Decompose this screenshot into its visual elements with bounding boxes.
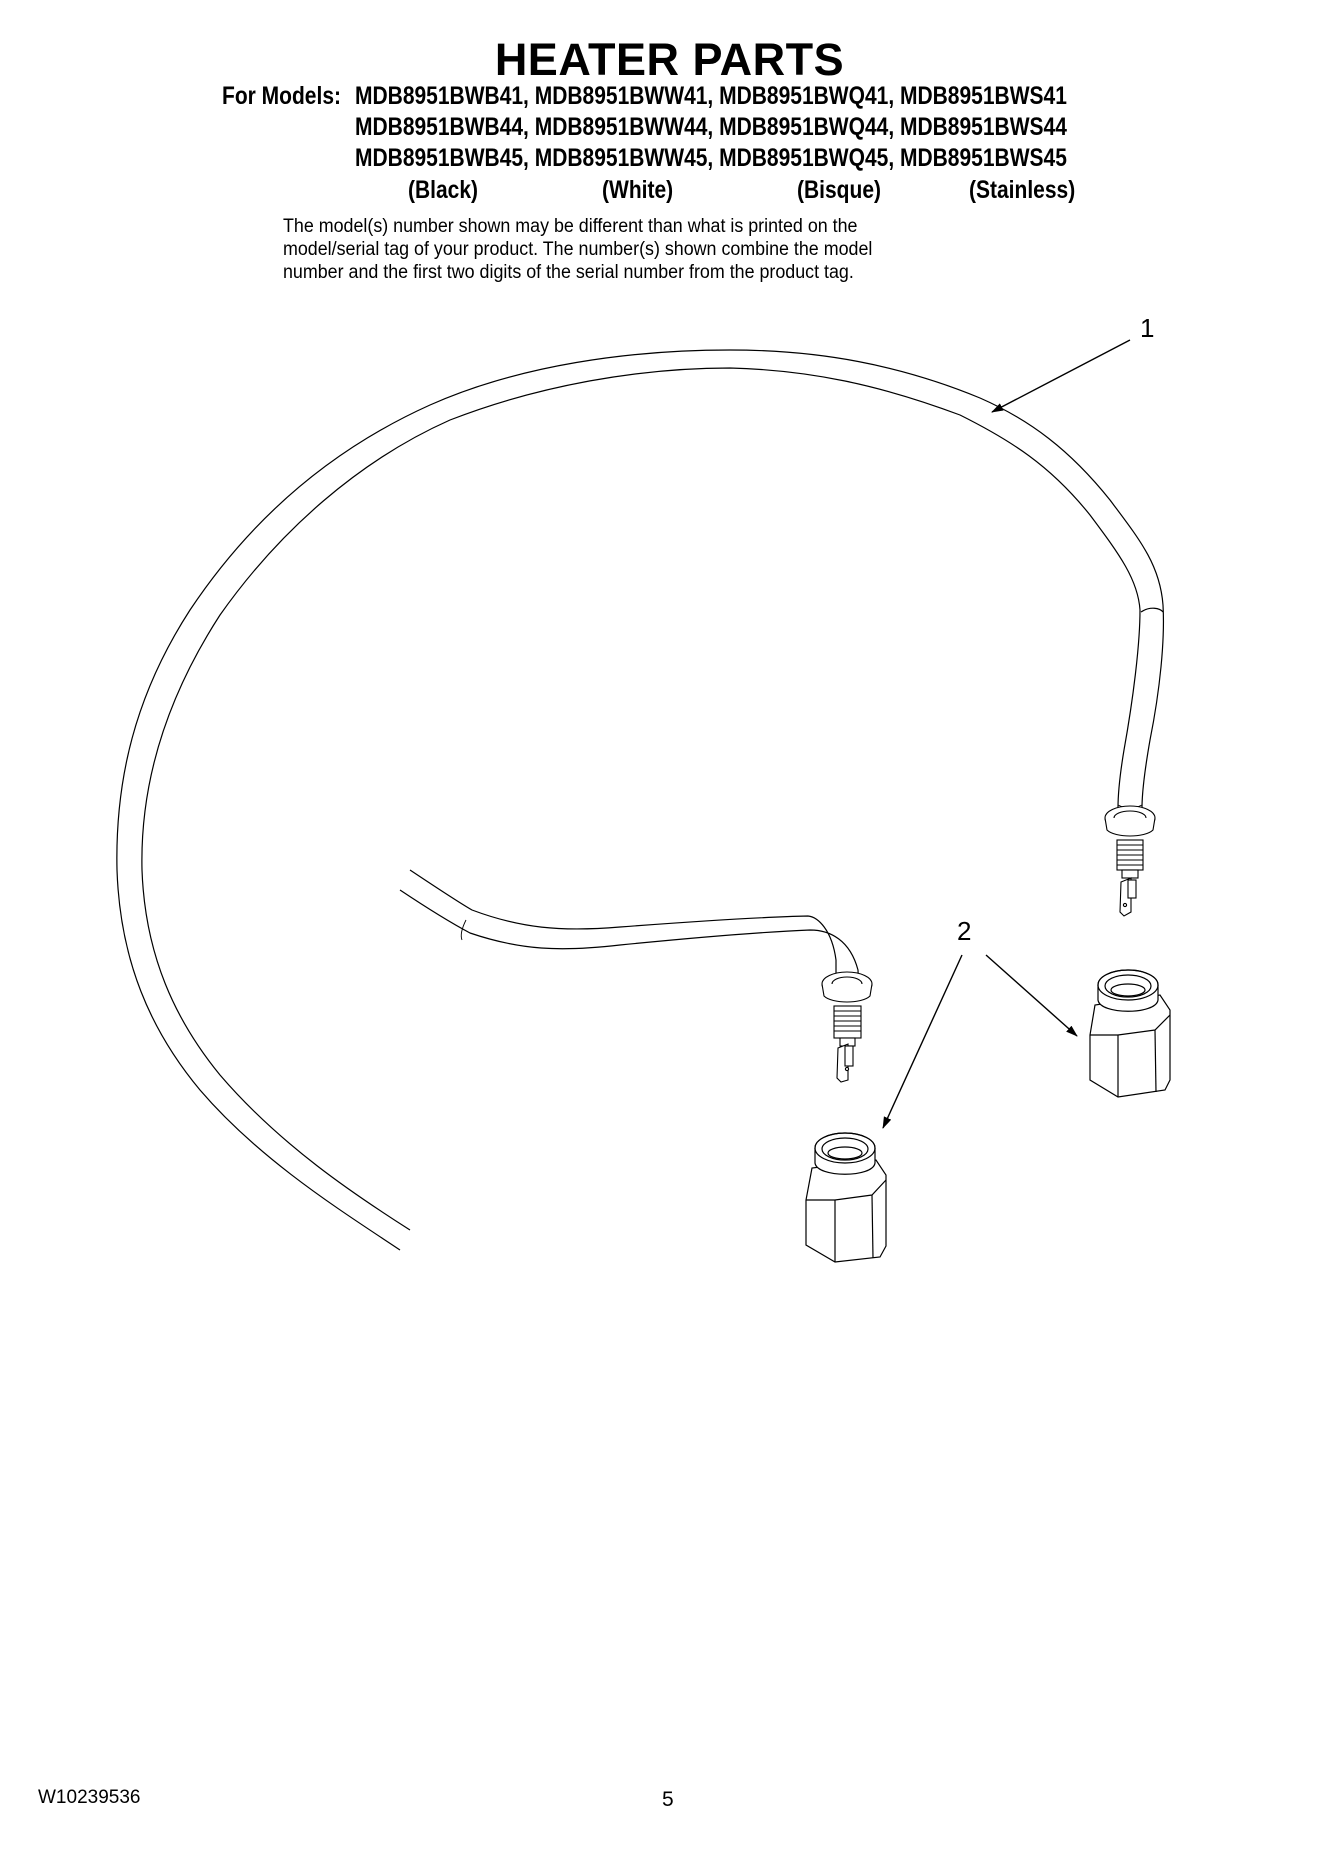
page-title: HEATER PARTS <box>494 34 845 85</box>
document-code: W10239536 <box>38 1787 141 1808</box>
nut-left <box>806 1133 886 1262</box>
model-row-1: MDB8951BWB41, MDB8951BWW41, MDB8951BWQ41, MDB8951BWS41 <box>355 82 1067 110</box>
color-label-stainless: (Stainless) <box>969 176 1076 204</box>
callout-2: 2 <box>957 916 972 946</box>
disclaimer-line-2: model/serial tag of your product. The number(s) shown combine the model <box>283 239 873 260</box>
model-row-3: MDB8951BWB45, MDB8951BWW45, MDB8951BWQ45, MDB8951BWS45 <box>355 144 1067 172</box>
callout-2-arrow-left <box>883 955 962 1128</box>
callout-arrows <box>883 340 1130 1128</box>
color-label-black: (Black) <box>408 176 479 204</box>
nut-right <box>1090 970 1170 1097</box>
disclaimer-line-1: The model(s) number shown may be different than what is printed on the <box>283 216 858 237</box>
heater-element <box>117 350 1164 1250</box>
color-label-white: (White) <box>602 176 674 204</box>
model-row-2: MDB8951BWB44, MDB8951BWW44, MDB8951BWQ44, MDB8951BWS44 <box>355 113 1067 141</box>
callout-1-arrow <box>992 340 1130 412</box>
callout-1: 1 <box>1140 313 1155 343</box>
disclaimer-line-3: number and the first two digits of the serial number from the product tag. <box>283 262 854 283</box>
left-terminal <box>822 972 872 1082</box>
models-label: For Models: <box>222 82 342 110</box>
callout-2-arrow-right <box>986 955 1077 1036</box>
color-label-bisque: (Bisque) <box>797 176 881 204</box>
page-number: 5 <box>662 1788 674 1811</box>
right-terminal <box>1105 806 1155 916</box>
